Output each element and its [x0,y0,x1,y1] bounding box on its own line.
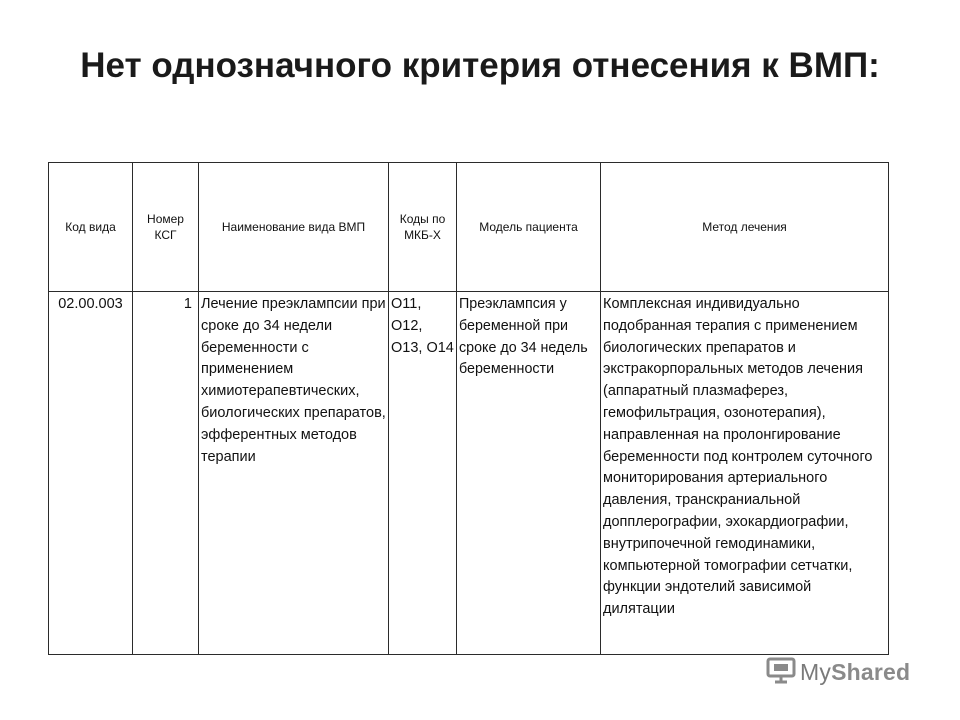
header-code: Код вида [49,163,133,292]
header-patient-model: Модель пациента [457,163,601,292]
header-vmp-name: Наименование вида ВМП [199,163,389,292]
cell-ksg-number: 1 [133,292,199,655]
watermark-brand: Shared [831,659,911,685]
cell-treatment-method: Комплексная индивидуально подобранная терапия с применением биологических препаратов и экстракорпоральных методов лечения (аппаратный плазмаферез, гемофильтрация, озонотерапия), направленная на пролонгирование беременности под контролем суточного мониторирования артериального давления, транскраниальной допплерографии, эхокардиографии, внутрипочечной гемодинамики, компьютерной томографии сетчатки, функции эндотелий зависимой дилятации [601,292,889,655]
table-header-row [49,163,889,292]
header-ksg-number: Номер КСГ [133,163,199,292]
table-row [49,292,889,655]
header-treatment-method: Метод лечения [601,163,889,292]
watermark [766,656,910,689]
cell-code: 02.00.003 [49,292,133,655]
criteria-table [48,162,889,655]
slideshow-logo-icon [766,656,796,689]
cell-patient-model: Преэклампсия у беременной при сроке до 34 недель беременности [457,292,601,655]
cell-icd-codes: O11, O12, O13, O14 [389,292,457,655]
watermark-prefix: My [800,659,832,685]
slide-title: Нет однозначного критерия отнесения к ВМП: [80,46,880,85]
header-icd-codes: Коды по МКБ-Х [389,163,457,292]
watermark-text [800,659,910,686]
cell-vmp-name: Лечение преэклампсии при сроке до 34 недели беременности с применением химиотерапевтических, биологических препаратов, эфферентных методов терапии [199,292,389,655]
